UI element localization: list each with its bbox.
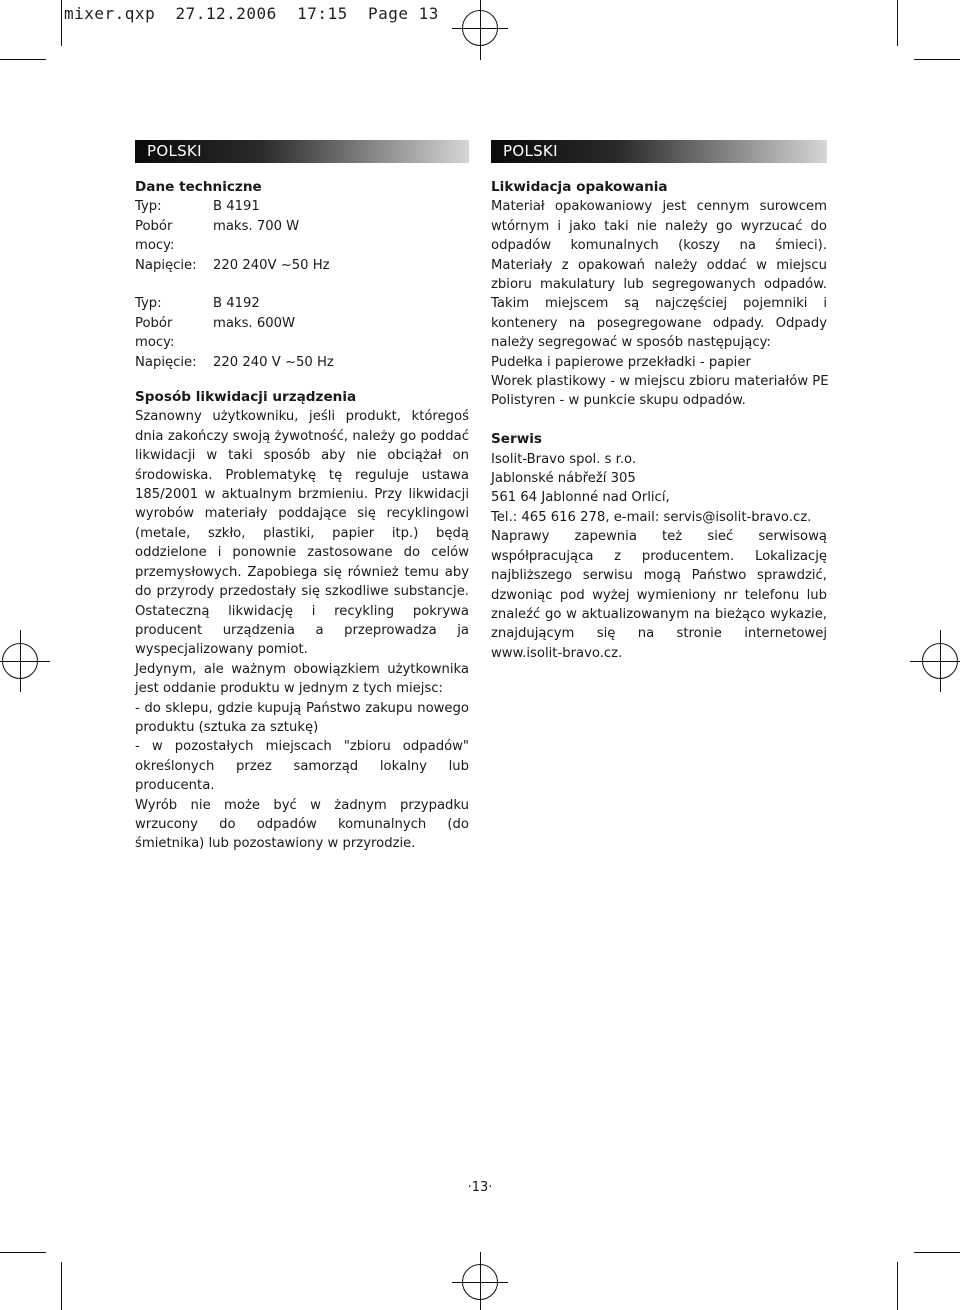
spec-heading: Dane techniczne [135, 179, 262, 195]
spec-row: Pobór mocy: maks. 600W [135, 315, 296, 351]
left-column [135, 140, 469, 854]
slug-time: 17:15 [297, 4, 348, 23]
disposal-paragraph: Szanowny użytkowniku, jeśli produkt, któregoś dnia zakończy swoją żywotność, należy go poddać likwidacji w taki sposób aby nie obciążał on środowiska. Problematykę tę reguluje ustawa 185/2001 w aktualnym brzmieniu. Przy likwidacji wyrobów materiały poddające się recyklingowi (metale, szkło, plastiki, papier itp.) będą oddzielone i ponownie zastosowane do celów przemysłowych. Zapobiega się również temu aby do przyrody przedostały się szkodliwe substancje. Ostateczną likwidację i recykling pokrywa producent urządzenia a przeprowadza ja wyspecjalizowany pomiot. [135, 409, 469, 658]
packaging-heading: Likwidacja opakowania [491, 179, 668, 195]
slug-file: mixer.qxp [64, 4, 156, 23]
service-city: 561 64 Jablonné nad Orlicí, [491, 490, 670, 506]
packaging-paragraph: Materiał opakowaniowy jest cennym surowcem wtórnym i jako taki nie należy go wyrzucać do odpadów komunalnych (koszy na śmieci). Materiały z opakowań należy oddać w miejscu zbioru makulatury lub segregowanych odpadów. Takim miejscem są najczęściej pojemniki i kontenery na posegregowane odpady. Odpady należy segregować w sposób następujący: [491, 199, 827, 351]
spec-table-b4191 [135, 197, 469, 275]
service-company: Isolit-Bravo spol. s r.o. [491, 451, 637, 467]
spec-table-b4192 [135, 294, 469, 372]
spec-row: Pobór mocy: maks. 700 W [135, 218, 300, 254]
packaging-item: Worek plastikowy - w miejscu zbioru materiałów PE [491, 374, 829, 390]
crop-mark-tl-h [0, 59, 46, 60]
page-number: ·13· [467, 1180, 493, 1195]
spec-row: Typ: B 4191 [135, 199, 260, 215]
crop-mark-tr-h [914, 59, 960, 60]
crop-mark-bl-h [0, 1252, 46, 1253]
crop-mark-bl-v [61, 1262, 62, 1310]
language-banner-right: POLSKI [491, 140, 827, 163]
spec-row: Typ: B 4192 [135, 296, 260, 312]
spec-row: Napięcie: 220 240V ~50 Hz [135, 257, 330, 273]
crop-mark-br-h [914, 1252, 960, 1253]
packaging-item: Pudełka i papierowe przekładki - papier [491, 354, 751, 370]
disposal-warning: Wyrób nie może być w żadnym przypadku wrzucony do odpadów komunalnych (do śmietnika) lub pozostawiony w przyrodzie. [135, 797, 469, 852]
disposal-option-shop: - do sklepu, gdzie kupują Państwo zakupu nowego produktu (sztuka za sztukę) [135, 700, 469, 735]
service-paragraph: Naprawy zapewnia też sieć serwisową współpracująca z producentem. Lokalizację najbliższego serwisu mogą Państwo sprawdzić, dzwoniąc pod wyżej wymieniony nr telefonu lub znaleźć go w aktualizowanym na bieżąco wykazie, znajdującym się na stronie internetowej www.isolit-bravo.cz. [491, 529, 827, 661]
print-slug [64, 4, 439, 23]
slug-date: 27.12.2006 [175, 4, 277, 23]
crop-mark-tr-v [897, 0, 898, 46]
disposal-heading: Sposób likwidacji urządzenia [135, 389, 357, 406]
crop-mark-tl-v [61, 0, 62, 46]
right-column [491, 140, 827, 663]
service-street: Jablonské nábřeží 305 [491, 471, 636, 487]
service-contact: Tel.: 465 616 278, e-mail: servis@isolit-bravo.cz. [491, 509, 812, 525]
slug-page-label: Page 13 [368, 4, 439, 23]
spec-row: Napięcie: 220 240 V ~50 Hz [135, 354, 334, 370]
service-heading: Serwis [491, 431, 543, 448]
disposal-obligation: Jedynym, ale ważnym obowiązkiem użytkownika jest oddanie produktu w jednym z tych miejsc: [135, 661, 469, 697]
disposal-option-collection: - w pozostałych miejscach "zbioru odpadów" określonych przez samorząd lokalny lub producenta. [135, 739, 469, 794]
packaging-item: Polistyren - w punkcie skupu odpadów. [491, 393, 746, 409]
language-banner-left: POLSKI [135, 140, 469, 163]
crop-mark-br-v [897, 1262, 898, 1310]
